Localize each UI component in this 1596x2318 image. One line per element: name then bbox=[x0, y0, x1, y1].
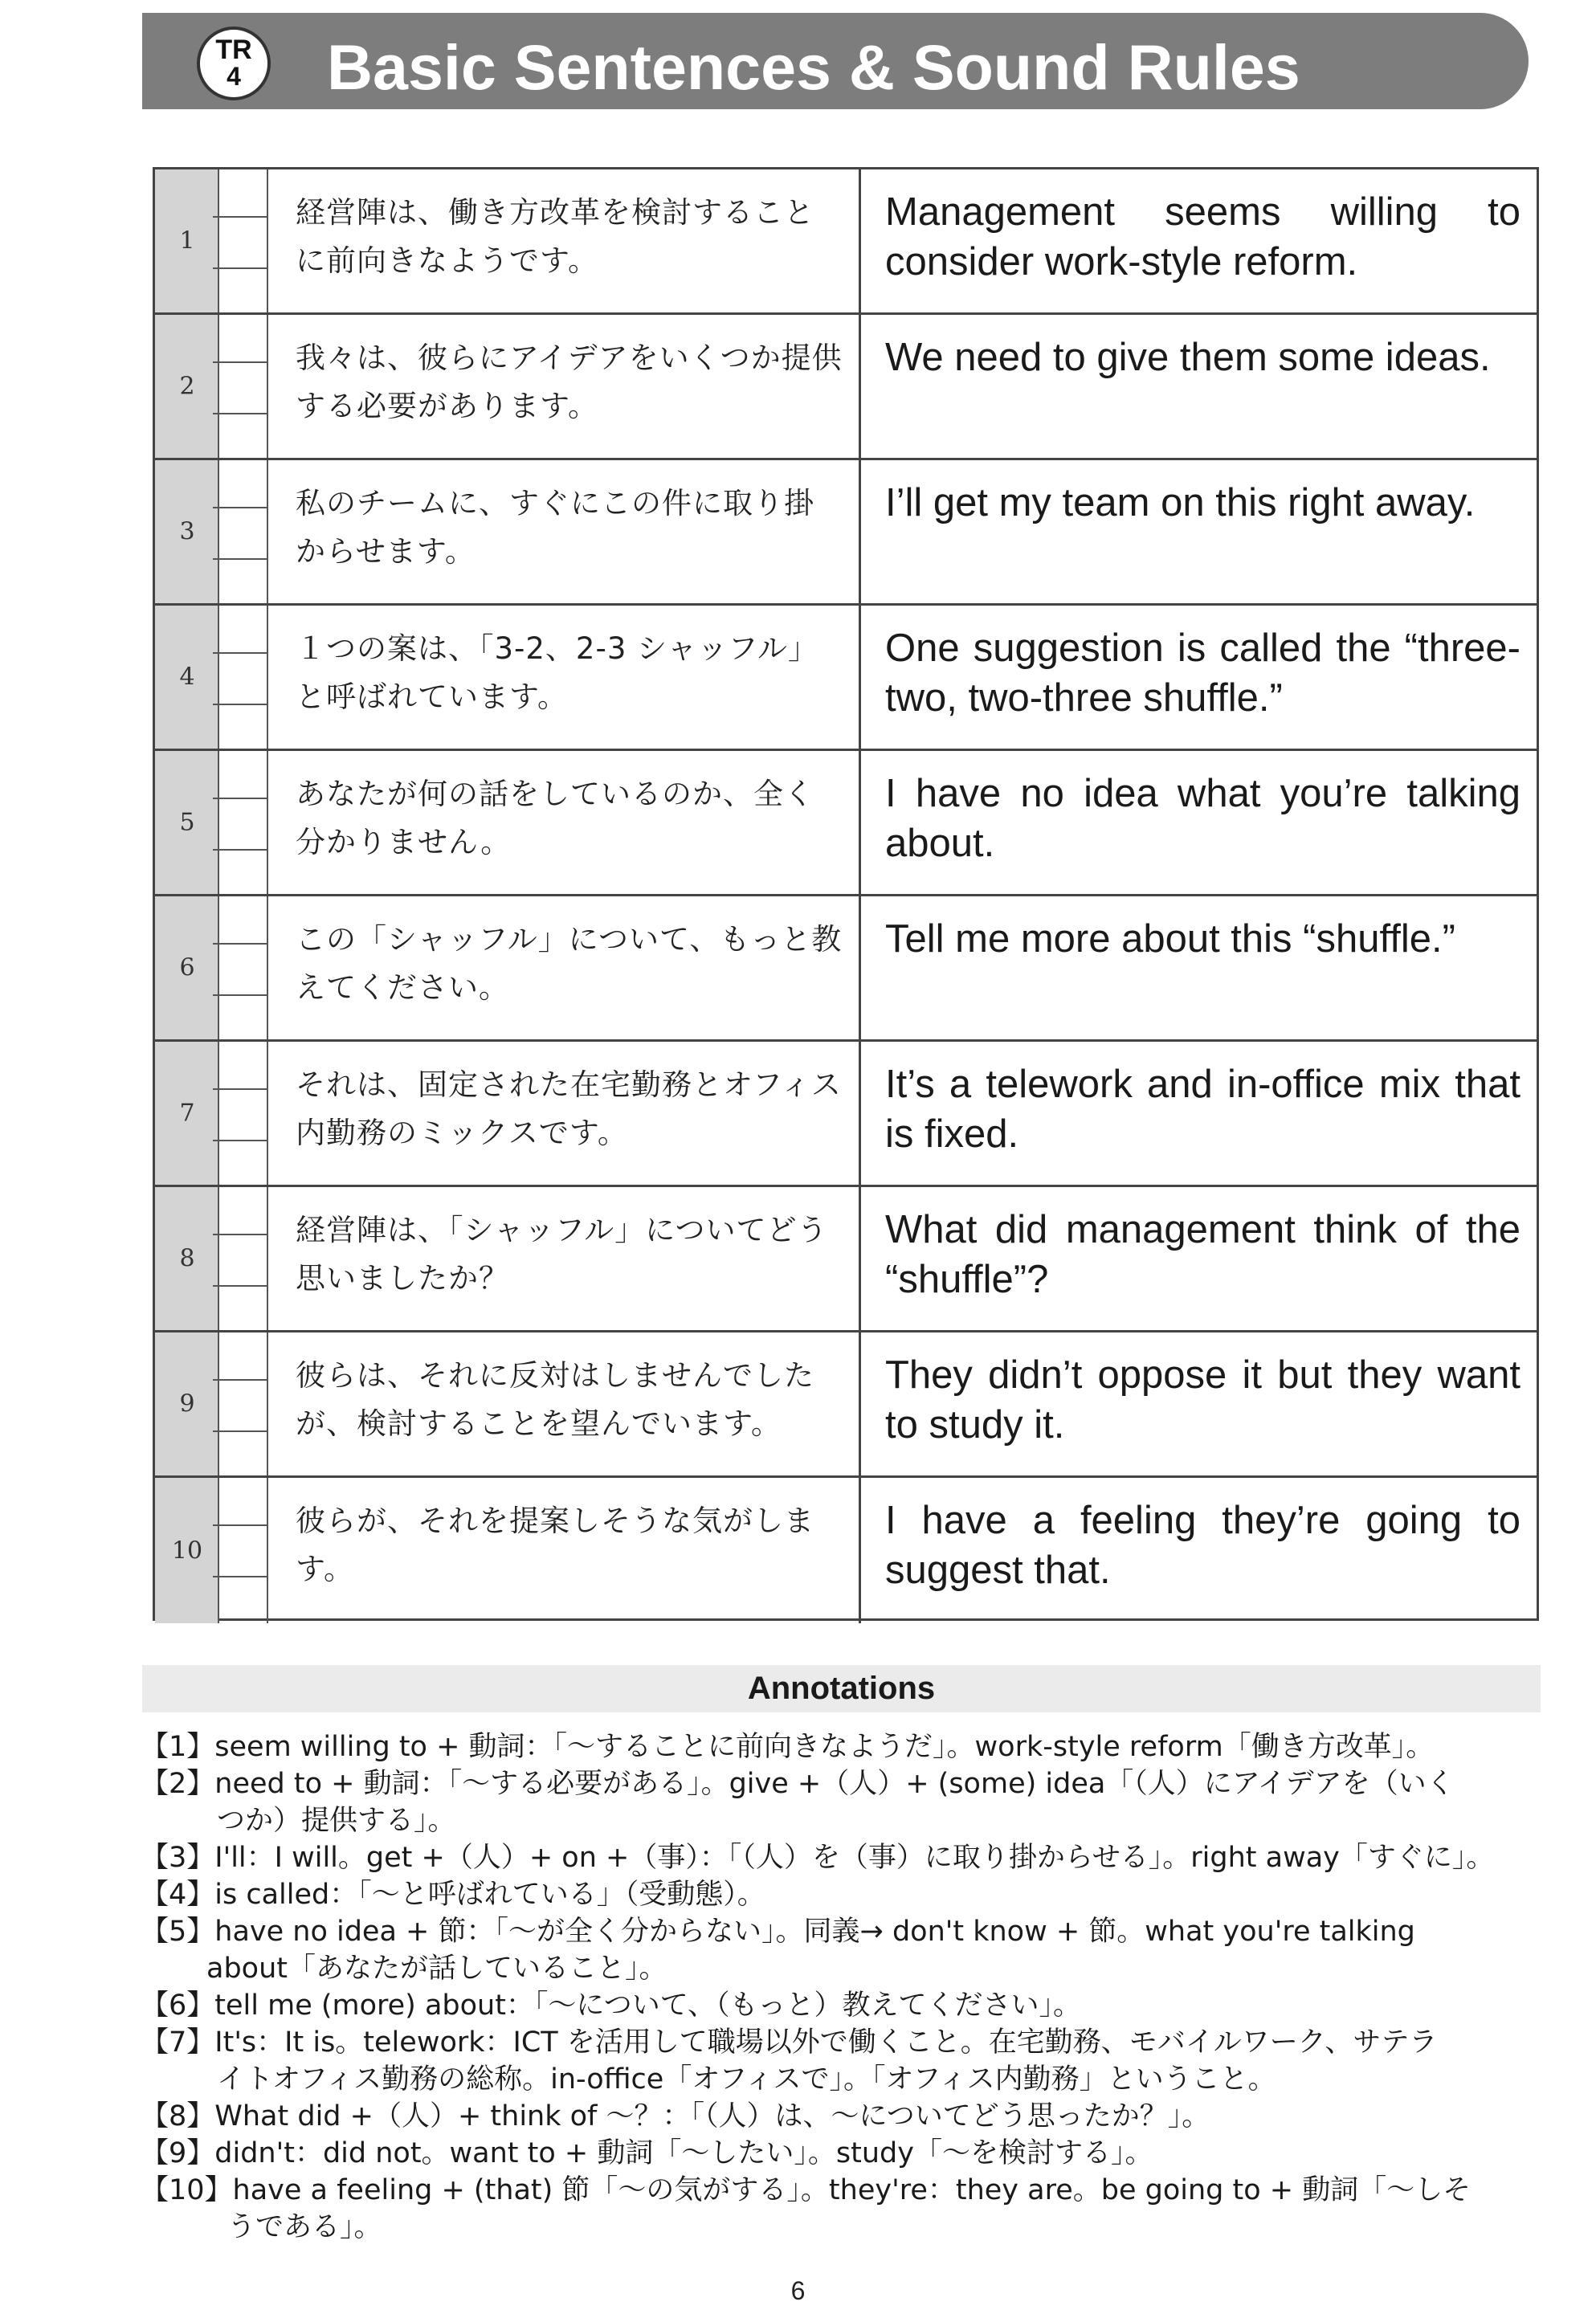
annotation-item bbox=[141, 1839, 1538, 1876]
checkbox-column bbox=[219, 460, 268, 603]
english-text: I’ll get my team on this right away. bbox=[885, 481, 1476, 524]
check-line bbox=[213, 1234, 268, 1235]
table-row bbox=[155, 315, 1537, 460]
japanese-sentence: 我々は、彼らにアイデアをいくつか提供する必要があります。 bbox=[268, 315, 861, 458]
track-label: TR bbox=[215, 35, 252, 65]
annotation-line: 【9】didn't：did not。want to + 動詞「〜したい」。study「〜を検討する」。 bbox=[141, 2137, 1153, 2169]
english-sentence bbox=[861, 606, 1537, 749]
check-line bbox=[213, 1430, 268, 1432]
annotation-line: 【4】is called：「〜と呼ばれている」（受動態）。 bbox=[141, 1879, 765, 1911]
annotation-line: 【3】I'll：I will。get +（人）+ on +（事）：「（人）を（事）に取り掛からせる」。right away「すぐに」。 bbox=[141, 1842, 1495, 1874]
check-line bbox=[213, 1524, 268, 1526]
english-text: What did management think of the “shuffle”? bbox=[885, 1208, 1520, 1301]
checkbox-column bbox=[219, 606, 268, 749]
check-line bbox=[213, 1576, 268, 1577]
row-number-cell bbox=[155, 751, 219, 894]
english-text: Tell me more about this “shuffle.” bbox=[885, 917, 1455, 961]
row-number: 1 bbox=[179, 226, 195, 255]
annotation-line: 【5】have no idea + 節：「〜が全く分からない」。同義→ don't know + 節。what you're talking bbox=[141, 1916, 1415, 1948]
track-number: 4 bbox=[227, 62, 241, 91]
checkbox-column bbox=[219, 1478, 268, 1623]
annotation-line: 【6】tell me (more) about：「〜について、（もっと）教えてください」。 bbox=[141, 1989, 1082, 2022]
row-number-cell bbox=[155, 1187, 219, 1330]
annotation-line-continued: about「あなたが話していること」。 bbox=[206, 1953, 667, 1985]
table-row bbox=[155, 1332, 1537, 1478]
checkbox-column bbox=[219, 315, 268, 458]
table-row bbox=[155, 896, 1537, 1042]
english-sentence bbox=[861, 1042, 1537, 1185]
check-line bbox=[213, 507, 268, 508]
table-row bbox=[155, 169, 1537, 315]
row-number: 7 bbox=[179, 1099, 195, 1128]
check-line bbox=[213, 558, 268, 560]
row-number-cell bbox=[155, 896, 219, 1039]
checkbox-column bbox=[219, 751, 268, 894]
japanese-sentence: あなたが何の話をしているのか、全く分かりません。 bbox=[268, 751, 861, 894]
annotation-item bbox=[141, 1876, 1538, 1913]
row-number: 2 bbox=[179, 372, 195, 401]
check-line bbox=[213, 216, 268, 218]
row-number-cell bbox=[155, 1332, 219, 1475]
checkbox-column bbox=[219, 1042, 268, 1185]
annotation-item bbox=[141, 2172, 1538, 2246]
check-line bbox=[213, 1379, 268, 1381]
check-line bbox=[213, 943, 268, 945]
check-line bbox=[213, 994, 268, 996]
english-sentence bbox=[861, 315, 1537, 458]
annotation-line: 【2】need to + 動詞：「〜する必要がある」。give +（人）+ (some) idea「（人）にアイデアを（いく bbox=[141, 1768, 1455, 1800]
annotation-item bbox=[141, 2135, 1538, 2172]
annotation-line: 【8】What did +（人）+ think of 〜？：「（人）は、〜についてどう思ったか？」。 bbox=[141, 2100, 1210, 2132]
row-number-cell bbox=[155, 1042, 219, 1185]
check-line bbox=[213, 413, 268, 414]
english-text: It’s a telework and in-office mix that is fixed. bbox=[885, 1063, 1520, 1156]
japanese-sentence: この「シャッフル」について、もっと教えてください。 bbox=[268, 896, 861, 1039]
japanese-sentence: 経営陣は、働き方改革を検討することに前向きなようです。 bbox=[268, 169, 861, 312]
annotation-item bbox=[141, 2024, 1538, 2098]
annotation-line: 【10】have a feeling + (that) 節「〜の気がする」。they're：they are。be going to + 動詞「〜しそ bbox=[141, 2174, 1472, 2206]
row-number: 3 bbox=[179, 517, 195, 546]
row-number: 4 bbox=[179, 663, 195, 692]
annotation-item bbox=[141, 1987, 1538, 2024]
english-sentence bbox=[861, 1332, 1537, 1475]
check-line bbox=[213, 1285, 268, 1287]
check-line bbox=[213, 849, 268, 851]
japanese-sentence: 私のチームに、すぐにこの件に取り掛からせます。 bbox=[268, 460, 861, 603]
row-number: 5 bbox=[179, 808, 195, 837]
annotation-item bbox=[141, 1728, 1538, 1765]
english-text: I have no idea what you’re talking about. bbox=[885, 772, 1520, 865]
row-number: 6 bbox=[179, 953, 195, 982]
check-line bbox=[213, 704, 268, 705]
english-text: One suggestion is called the “three-two, two-three shuffle.” bbox=[885, 626, 1520, 720]
english-sentence bbox=[861, 896, 1537, 1039]
japanese-sentence: 彼らは、それに反対はしませんでしたが、検討することを望んでいます。 bbox=[268, 1332, 861, 1475]
row-number-cell bbox=[155, 169, 219, 312]
check-line bbox=[213, 267, 268, 269]
page-title: Basic Sentences & Sound Rules bbox=[327, 31, 1300, 103]
row-number: 9 bbox=[179, 1390, 195, 1418]
check-line bbox=[213, 361, 268, 363]
table-row bbox=[155, 606, 1537, 751]
annotation-line: 【1】seem willing to + 動詞：「〜することに前向きなようだ」。work-style reform「働き方改革」。 bbox=[141, 1731, 1435, 1763]
page-number: 6 bbox=[790, 2276, 806, 2305]
annotation-line-continued: うである」。 bbox=[227, 2211, 382, 2243]
annotation-item bbox=[141, 2098, 1538, 2135]
english-text: They didn’t oppose it but they want to study it. bbox=[885, 1353, 1520, 1447]
row-number: 10 bbox=[171, 1536, 203, 1565]
japanese-sentence: 経営陣は、「シャッフル」についてどう思いましたか？ bbox=[268, 1187, 861, 1330]
english-sentence bbox=[861, 1187, 1537, 1330]
annotation-line-continued: イトオフィス勤務の総称。in-office「オフィスで」。「オフィス内勤務」ということ。 bbox=[217, 2063, 1276, 2096]
annotations-heading: Annotations bbox=[747, 1671, 936, 1706]
table-row bbox=[155, 460, 1537, 606]
checkbox-column bbox=[219, 1332, 268, 1475]
table-row bbox=[155, 1187, 1537, 1332]
annotation-item bbox=[141, 1913, 1538, 1987]
japanese-sentence: それは、固定された在宅勤務とオフィス内勤務のミックスです。 bbox=[268, 1042, 861, 1185]
sentence-table bbox=[153, 167, 1539, 1621]
english-text: I have a feeling they’re going to suggest that. bbox=[885, 1499, 1520, 1592]
check-line bbox=[213, 652, 268, 654]
english-text: Management seems willing to consider work-style reform. bbox=[885, 190, 1520, 284]
table-row bbox=[155, 1042, 1537, 1187]
annotations-heading-bar bbox=[142, 1665, 1541, 1712]
japanese-sentence: １つの案は、「3-2、2-3 シャッフル」と呼ばれています。 bbox=[268, 606, 861, 749]
check-line bbox=[213, 1088, 268, 1090]
english-sentence bbox=[861, 751, 1537, 894]
check-line bbox=[213, 798, 268, 799]
english-sentence bbox=[861, 169, 1537, 312]
checkbox-column bbox=[219, 1187, 268, 1330]
table-row bbox=[155, 751, 1537, 896]
english-sentence bbox=[861, 1478, 1537, 1623]
annotation-line-continued: つか）提供する」。 bbox=[217, 1805, 456, 1837]
row-number-cell bbox=[155, 606, 219, 749]
row-number-cell bbox=[155, 1478, 219, 1623]
checkbox-column bbox=[219, 896, 268, 1039]
english-sentence bbox=[861, 460, 1537, 603]
table-row bbox=[155, 1478, 1537, 1623]
annotations-list bbox=[141, 1728, 1538, 2246]
check-line bbox=[213, 1140, 268, 1141]
checkbox-column bbox=[219, 169, 268, 312]
row-number-cell bbox=[155, 460, 219, 603]
row-number-cell bbox=[155, 315, 219, 458]
japanese-sentence: 彼らが、それを提案しそうな気がします。 bbox=[268, 1478, 861, 1623]
track-badge bbox=[197, 27, 271, 100]
annotation-item bbox=[141, 1765, 1538, 1839]
english-text: We need to give them some ideas. bbox=[885, 336, 1491, 379]
annotation-line: 【7】It's：It is。telework：ICT を活用して職場以外で働くこと。在宅勤務、モバイルワーク、サテラ bbox=[141, 2026, 1438, 2059]
row-number: 8 bbox=[179, 1244, 195, 1273]
